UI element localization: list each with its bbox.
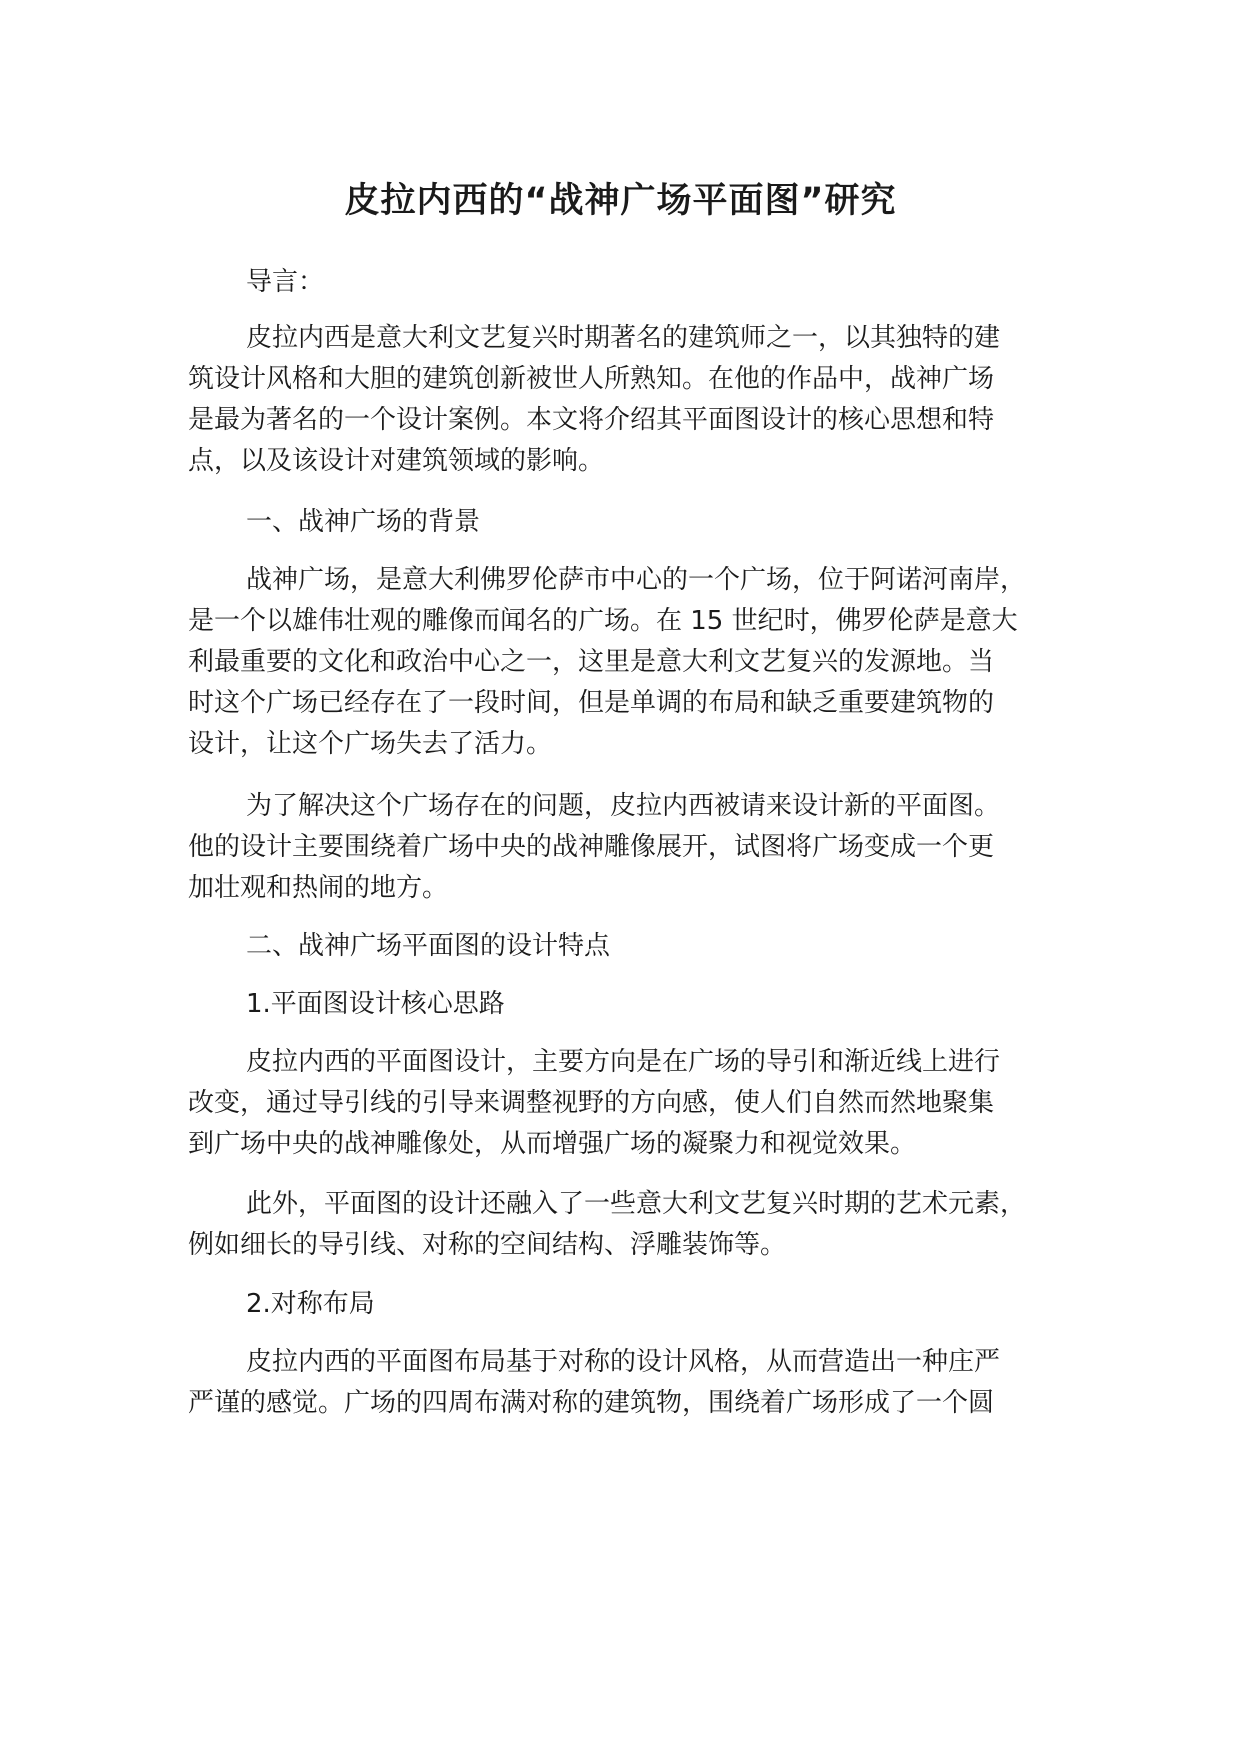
section-heading-background: 一、战神广场的背景 [246,507,481,537]
paragraph-background: 战神广场，是意大利佛罗伦萨市中心的一个广场，位于阿诺河南岸， 是一个以雄伟壮观的雕像而闻名的广场。在 15 世纪时，佛罗伦萨是意大 利最重要的文化和政治中心之一，这里是意大利文艺复兴的发源地。当 时这个广场已经存在了一段时间，但是单调的布局和缺乏重要建筑物的 设计，让这个广场失去了活力。 [188,565,1027,759]
subsection-heading-core-idea: 1.平面图设计核心思路 [246,989,505,1019]
paragraph-core-idea: 皮拉内西的平面图设计，主要方向是在广场的导引和渐近线上进行 改变，通过导引线的引导来调整视野的方向感，使人们自然而然地聚集 到广场中央的战神雕像处，从而增强广场的凝聚力和视觉效果。 [188,1047,1001,1159]
paragraph-problem: 为了解决这个广场存在的问题，皮拉内西被请来设计新的平面图。 他的设计主要围绕着广场中央的战神雕像展开，试图将广场变成一个更 加壮观和热闹的地方。 [188,791,1001,903]
section-heading-intro: 导言： [246,267,325,297]
document-title: 皮拉内西的“战神广场平面图”研究 [344,181,897,221]
paragraph-art-elements: 此外，平面图的设计还融入了一些意大利文艺复兴时期的艺术元素， 例如细长的导引线、对称的空间结构、浮雕装饰等。 [188,1189,1027,1260]
section-heading-design-features: 二、战神广场平面图的设计特点 [246,931,611,961]
paragraph-symmetry: 皮拉内西的平面图布局基于对称的设计风格，从而营造出一种庄严 严谨的感觉。广场的四周布满对称的建筑物，围绕着广场形成了一个圆 [188,1347,1001,1418]
subsection-heading-symmetry: 2.对称布局 [246,1289,375,1319]
paragraph-intro: 皮拉内西是意大利文艺复兴时期著名的建筑师之一，以其独特的建 筑设计风格和大胆的建筑创新被世人所熟知。在他的作品中，战神广场 是最为著名的一个设计案例。本文将介绍其平面图设计的核心思想和特 点，以及该设计对建筑领域的影响。 [188,323,1001,476]
